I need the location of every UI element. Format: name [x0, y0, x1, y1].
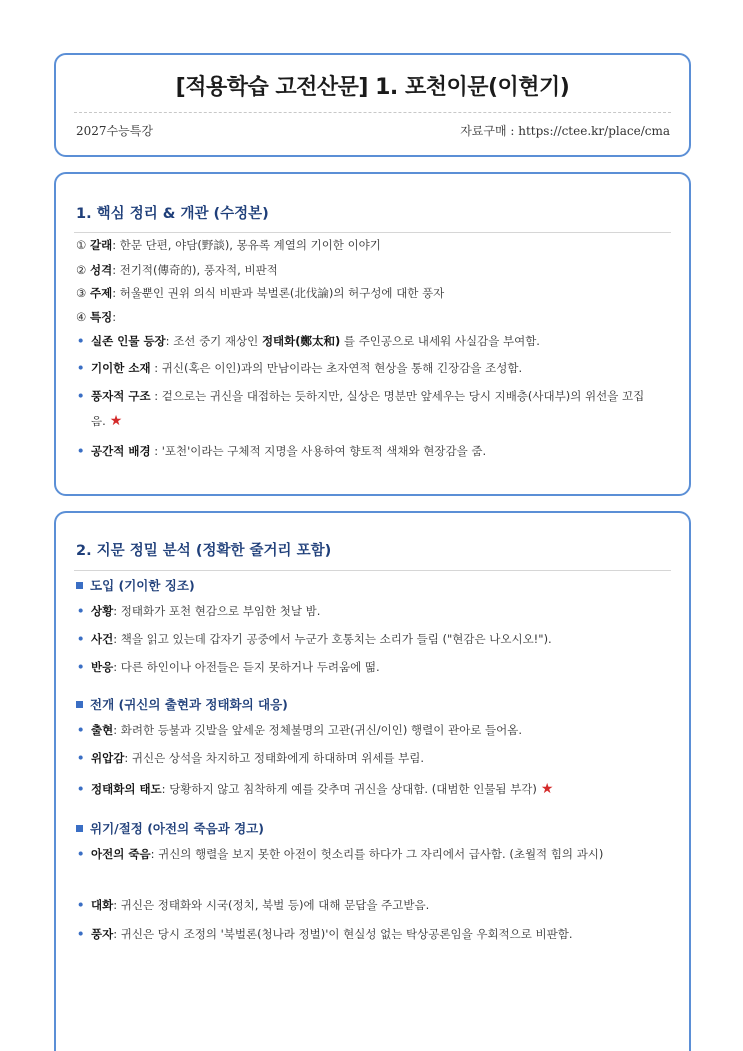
star-icon: ★ [109, 413, 123, 429]
bullet-dot: • [77, 927, 85, 941]
analysis-bullet: • 출현: 화려한 등불과 깃발을 앞세운 정체불명의 고관(귀신/이인) 행렬이 관아로 들어옴. [76, 720, 671, 740]
square-bullet-icon [76, 825, 83, 832]
bullet-dot: • [77, 898, 85, 912]
section-1-title: 1. 핵심 정리 & 개관 (수정본) [76, 206, 269, 222]
bullet-dot: • [77, 723, 85, 737]
header-purchase-link[interactable]: 자료구매 : https://ctee.kr/place/cma [460, 124, 670, 138]
bullet-dot: • [77, 334, 85, 348]
analysis-bullet: • 사건: 책을 읽고 있는데 갑자기 공중에서 누군가 호통치는 소리가 들림 ("현감은 나오시오!"). [76, 629, 671, 649]
header-source: 2027수능특강 [76, 124, 153, 138]
square-bullet-icon [76, 582, 83, 589]
feature-bullet: • 풍자적 구조 : 겉으로는 귀신을 대접하는 듯하지만, 실상은 명분만 앞세우는 당시 지배층(사대부)의 위선을 꼬집음. ★ [76, 384, 671, 434]
bullet-dot: • [77, 782, 85, 796]
analysis-bullet: • 상황: 정태화가 포천 현감으로 부임한 첫날 밤. [76, 601, 671, 621]
square-bullet-icon [76, 701, 83, 708]
bullet-dot: • [77, 660, 85, 674]
overview-item-genre: ① 갈래: 한문 단편, 야담(野談), 몽유록 계열의 기이한 이야기 [76, 238, 381, 252]
subsection-heading: 도입 (기이한 징조) [76, 577, 195, 595]
document-title: [적용학습 고전산문] 1. 포천이문(이현기) [175, 75, 570, 100]
analysis-bullet: • 위압감: 귀신은 상석을 차지하고 정태화에게 하대하며 위세를 부림. [76, 748, 671, 768]
overview-item-character: ② 성격: 전기적(傳奇的), 풍자적, 비판적 [76, 263, 278, 277]
analysis-bullet: • 풍자: 귀신은 당시 조정의 '북벌론(청나라 정벌)'이 현실성 없는 탁상공론임을 우회적으로 비판함. [76, 924, 671, 944]
subsection-heading: 위기/절정 (아전의 죽음과 경고) [76, 820, 264, 838]
subsection-heading: 전개 (귀신의 출현과 정태화의 대응) [76, 696, 288, 714]
analysis-bullet: • 정태화의 태도: 당황하지 않고 침착하게 예를 갖추며 귀신을 상대함. (대범한 인물됨 부각) ★ [77, 781, 554, 797]
header-box [54, 53, 691, 157]
section-2-box [54, 511, 691, 1051]
bullet-dot: • [77, 389, 85, 403]
analysis-bullet: • 아전의 죽음: 귀신의 행렬을 보지 못한 아전이 헛소리를 하다가 그 자리에서 급사함. (초월적 힘의 과시) [76, 842, 671, 867]
analysis-bullet: • 반응: 다른 하인이나 아전들은 듣지 못하거나 두려움에 떪. [76, 657, 671, 677]
section-2-rule [74, 570, 671, 571]
star-icon: ★ [540, 781, 554, 797]
overview-item-theme: ③ 주제: 허울뿐인 권위 의식 비판과 북벌론(北伐論)의 허구성에 대한 풍자 [76, 286, 445, 300]
feature-bullet: • 기이한 소재 : 귀신(혹은 이인)과의 만남이라는 초자연적 현상을 통해 긴장감을 조성함. [76, 358, 671, 378]
section-1-rule [74, 232, 671, 233]
bullet-dot: • [77, 361, 85, 375]
bullet-dot: • [77, 847, 85, 861]
feature-bullet: • 공간적 배경 : '포천'이라는 구체적 지명을 사용하여 향토적 색채와 현장감을 줌. [76, 441, 671, 461]
bullet-dot: • [77, 444, 85, 458]
bullet-dot: • [77, 751, 85, 765]
section-1-box [54, 172, 691, 496]
section-2-title: 2. 지문 정밀 분석 (정확한 줄거리 포함) [76, 543, 332, 559]
header-divider [74, 112, 671, 113]
analysis-bullet: • 대화: 귀신은 정태화와 시국(정치, 북벌 등)에 대해 문답을 주고받음. [76, 895, 671, 915]
feature-bullet: • 실존 인물 등장: 조선 중기 재상인 정태화(鄭太和) 를 주인공으로 내세워 사실감을 부여함. [76, 331, 671, 351]
bullet-dot: • [77, 632, 85, 646]
bullet-dot: • [77, 604, 85, 618]
overview-item-features: ④ 특징: [76, 310, 117, 324]
